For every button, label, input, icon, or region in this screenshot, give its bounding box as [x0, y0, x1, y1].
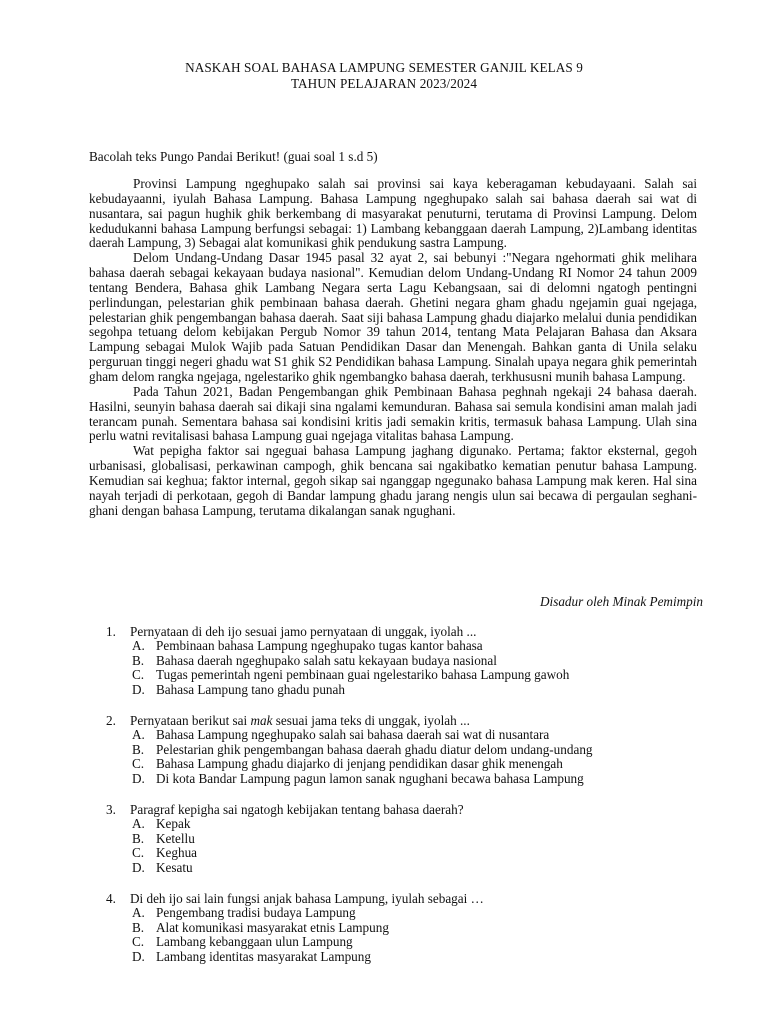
reading-passage — [89, 177, 697, 518]
question-text-part: sesuai jama teks di unggak, iyolah ... — [272, 713, 470, 728]
answer-option[interactable] — [132, 921, 706, 936]
answer-option[interactable] — [132, 683, 706, 698]
answer-option[interactable] — [132, 668, 706, 683]
answer-option[interactable] — [132, 906, 706, 921]
option-letter: D. — [132, 949, 145, 965]
option-text: Bahasa Lampung ngeghupako salah sai bahasa daerah sai wat di nusantara — [156, 727, 550, 742]
option-text: Kesatu — [156, 860, 193, 876]
answer-option[interactable] — [132, 743, 706, 758]
question-number: 3. — [106, 802, 116, 817]
answer-options — [106, 817, 706, 876]
answer-option[interactable] — [132, 639, 706, 654]
option-text: Alat komunikasi masyarakat etnis Lampung — [156, 919, 389, 935]
passage-source: Disadur oleh Minak Pemimpin — [540, 594, 703, 609]
answer-options — [106, 906, 706, 965]
option-text: Lambang identitas masyarakat Lampung — [156, 949, 371, 965]
option-text: Pelestarian ghik pengembangan bahasa daerah ghadu diatur delom undang-undang — [156, 741, 593, 757]
option-text: Di kota Bandar Lampung pagun lamon sanak ngughani becawa bahasa Lampung — [156, 771, 584, 787]
question-text — [130, 713, 470, 728]
option-letter: D. — [132, 860, 145, 876]
answer-option[interactable] — [132, 861, 706, 876]
question-number: 4. — [106, 891, 116, 906]
option-letter: C. — [132, 845, 145, 861]
option-letter: B. — [132, 652, 145, 668]
question-text: Paragraf kepigha sai ngatogh kebijakan tentang bahasa daerah? — [130, 802, 464, 817]
question-stem — [106, 802, 706, 817]
exam-title: NASKAH SOAL BAHASA LAMPUNG SEMESTER GANJIL KELAS 9 — [185, 60, 583, 75]
question-3 — [106, 802, 706, 876]
option-text: Tugas pemerintah ngeni pembinaan guai ngelestariko bahasa Lampung gawoh — [156, 667, 570, 683]
answer-options — [106, 639, 706, 698]
option-letter: C. — [132, 934, 145, 950]
answer-option[interactable] — [132, 817, 706, 832]
option-text: Lambang kebanggaan ulun Lampung — [156, 934, 353, 950]
option-letter: A. — [132, 638, 145, 653]
option-letter: B. — [132, 919, 145, 935]
option-text: Bahasa daerah ngeghupako salah satu kekayaan budaya nasional — [156, 652, 497, 668]
answer-option[interactable] — [132, 654, 706, 669]
passage-paragraph: Pada Tahun 2021, Badan Pengembangan ghik Pembinaan Bahasa peghnah ngekaji 24 bahasa daerah. Hasilni, seunyin bahasa daerah sai dikaji sina ngalami kemunduran. Bahasa sai semula kondisini aman malah jadi terancam punah. Sementara bahasa sai kondisini kritis jadi semakin kritis, termasuk bahasa Lampung. Ulah sina perlu watni revitalisasi bahasa Lampung guai ngejaga vitalitas bahasa Lampung. — [89, 383, 697, 444]
answer-option[interactable] — [132, 757, 706, 772]
question-number: 1. — [106, 624, 116, 639]
option-letter: C. — [132, 756, 145, 772]
answer-option[interactable] — [132, 832, 706, 847]
option-letter: C. — [132, 667, 145, 683]
option-letter: A. — [132, 727, 145, 742]
answer-option[interactable] — [132, 846, 706, 861]
option-text: Bahasa Lampung ghadu diajarko di jenjang pendidikan dasar ghik menengah — [156, 756, 563, 772]
option-text: Kepak — [156, 816, 191, 831]
passage-paragraph: Wat pepigha faktor sai ngeguai bahasa Lampung jaghang digunako. Pertama; faktor eksternal, gegoh urbanisasi, globalisasi, perkawinan campogh, ghik bencana sai ngakibatko kematian penutur bahasa Lampung. Kemudian sai keghua; faktor internal, gegoh sikap sai nganggap ngegunako bahasa Lampung mak keren. Hal sina nayah terjadi di perkotaan, gegoh di Bandar lampung ghadu jarang nengis ulun sai becawa di pergaulan seghani-ghani dengan bahasa Lampung, terutama dikalangan sanak ngughani. — [89, 443, 697, 518]
question-stem — [106, 624, 706, 639]
question-emphasis: mak — [250, 713, 273, 728]
option-letter: D. — [132, 682, 145, 698]
option-letter: B. — [132, 741, 145, 757]
passage-paragraph: Delom Undang-Undang Dasar 1945 pasal 32 ayat 2, sai bebunyi :"Negara ngehormati ghik melihara bahasa daerah sebagai kekayaan budaya nasional". Kemudian delom Undang-Undang RI Nomor 24 tahun 2009 tentang Bendera, Bahasa ghik Lambang Negara serta Lagu Kebangsaan, sai di delomni ngatogh pentingni perlindungan, pelestarian ghik pembinaan bahasa daerah. Ghetini negara gham ghadu ngejamin guai ngejaga, pelestarian ghik pengembangan bahasa daerah. Saat siji bahasa Lampung ghadu diajarko melalui dunia pendidikan segohpa tetuang delom kebijakan Pergub Nomor 39 tahun 2014, tentang Mata Pelajaran Bahasa dan Aksara Lampung sebagai Mulok Wajib pada Satuan Pendidikan Dasar dan Menengah. Bahkan ganta di Unila selaku perguruan tinggi negeri ghadu wat S1 ghik S2 Pendidikan bahasa Lampung. Sinalah upaya negara ghik pemerintah gham delom rangka ngejaga, ngelestariko ghik ngembangko bahasa daerah, terkhususni munih bahasa Lampung. — [89, 250, 697, 384]
answer-option[interactable] — [132, 950, 706, 965]
option-letter: A. — [132, 905, 145, 920]
question-text: Pernyataan di deh ijo sesuai jamo pernyataan di unggak, iyolah ... — [130, 624, 477, 639]
option-text: Pengembang tradisi budaya Lampung — [156, 905, 356, 920]
question-text: Di deh ijo sai lain fungsi anjak bahasa Lampung, iyulah sebagai … — [130, 891, 484, 906]
option-text: Bahasa Lampung tano ghadu punah — [156, 682, 345, 698]
answer-option[interactable] — [132, 772, 706, 787]
option-letter: D. — [132, 771, 145, 787]
option-letter: B. — [132, 830, 145, 846]
question-2 — [106, 713, 706, 787]
question-4 — [106, 891, 706, 965]
question-text-part: Pernyataan berikut sai — [130, 713, 251, 728]
question-1 — [106, 624, 706, 698]
academic-year: TAHUN PELAJARAN 2023/2024 — [290, 76, 478, 91]
question-stem — [106, 713, 706, 728]
question-number: 2. — [106, 713, 116, 728]
answer-options — [106, 728, 706, 787]
question-stem — [106, 891, 706, 906]
option-text: Keghua — [156, 845, 198, 861]
answer-option[interactable] — [132, 728, 706, 743]
answer-option[interactable] — [132, 935, 706, 950]
option-text: Ketellu — [156, 830, 195, 846]
passage-paragraph: Provinsi Lampung ngeghupako salah sai provinsi sai kaya keberagaman kebudayaani. Salah sai kebudayaanni, iyulah Bahasa Lampung. Bahasa Lampung ngeghupako salah sai bahasa daerah sai wat di nusantara, sai pagun hughik ghik berkembang di masyarakat penuturni, terutama di Provinsi Lampung. Delom kedudukanni bahasa Lampung berfungsi sebagai: 1) Lambang kebanggaan daerah Lampung, 2)Lambang identitas daerah Lampung, 3) Sebagai alat komunikasi ghik pendukung sastra Lampung. — [89, 176, 697, 251]
option-letter: A. — [132, 816, 145, 831]
reading-instruction: Bacolah teks Pungo Pandai Berikut! (guai soal 1 s.d 5) — [89, 149, 378, 164]
option-text: Pembinaan bahasa Lampung ngeghupako tugas kantor bahasa — [156, 638, 483, 653]
